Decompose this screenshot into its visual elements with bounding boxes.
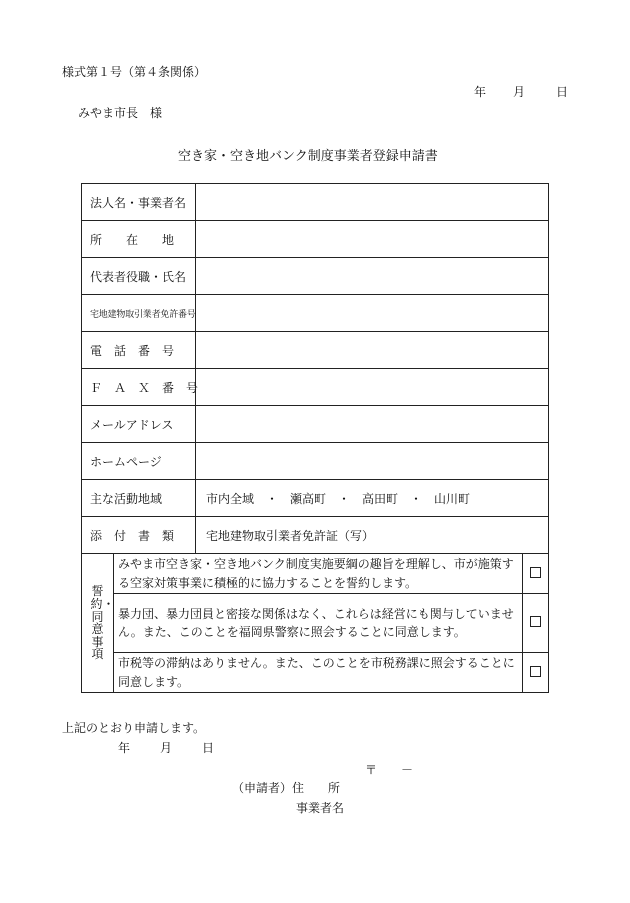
oath-row bbox=[82, 594, 549, 653]
oath-item-text: 市税等の滞納はありません。また、このことを市税務課に照会することに同意します。 bbox=[114, 653, 523, 693]
field-value[interactable] bbox=[196, 258, 549, 295]
oath-checkbox-cell bbox=[523, 653, 549, 693]
field-row bbox=[82, 517, 549, 554]
oath-item-text: 暴力団、暴力団員と密接な関係はなく、これらは経営にも関与していません。また、このことを福岡県警察に照会することに同意します。 bbox=[114, 594, 523, 653]
field-label: 主な活動地域 bbox=[82, 480, 196, 517]
date-year-label: 年 bbox=[474, 85, 487, 99]
activity-area-options[interactable]: 市内全域 ・ 瀬高町 ・ 高田町 ・ 山川町 bbox=[196, 480, 549, 517]
date-month-label: 月 bbox=[513, 85, 526, 99]
field-value[interactable] bbox=[196, 184, 549, 221]
field-label: ホームページ bbox=[82, 443, 196, 480]
attached-documents-value: 宅地建物取引業者免許証（写） bbox=[196, 517, 549, 554]
applicant-address-label: （申請者）住 所 bbox=[232, 781, 341, 795]
oath-checkbox-cell bbox=[523, 554, 549, 594]
oath-row bbox=[82, 653, 549, 693]
field-value[interactable] bbox=[196, 295, 549, 332]
field-row bbox=[82, 221, 549, 258]
field-value[interactable] bbox=[196, 443, 549, 480]
oath-checkbox-1[interactable] bbox=[530, 567, 541, 578]
date-year-label: 年 bbox=[118, 741, 131, 755]
field-label: 宅地建物取引業者免許番号 bbox=[82, 295, 196, 332]
field-row bbox=[82, 406, 549, 443]
field-value[interactable] bbox=[196, 406, 549, 443]
form-number: 様式第１号（第４条関係） bbox=[62, 65, 207, 79]
application-statement: 上記のとおり申請します。 bbox=[62, 721, 206, 735]
oath-checkbox-3[interactable] bbox=[530, 666, 541, 677]
oath-heading: 誓約・同意事項 bbox=[82, 554, 114, 693]
field-label: 法人名・事業者名 bbox=[82, 184, 196, 221]
field-label: 添 付 書 類 bbox=[82, 517, 196, 554]
oath-item-text: みやま市空き家・空き地バンク制度実施要綱の趣旨を理解し、市が施策する空家対策事業に積極的に協力することを誓約します。 bbox=[114, 554, 523, 594]
field-row bbox=[82, 480, 549, 517]
field-label: 所 在 地 bbox=[82, 221, 196, 258]
field-row bbox=[82, 184, 549, 221]
field-value[interactable] bbox=[196, 221, 549, 258]
oath-checkbox-2[interactable] bbox=[530, 616, 541, 627]
field-row bbox=[82, 295, 549, 332]
field-label: 電 話 番 号 bbox=[82, 332, 196, 369]
postal-code-label: 〒 － bbox=[365, 763, 414, 777]
date-day-label: 日 bbox=[556, 85, 569, 99]
field-value[interactable] bbox=[196, 369, 549, 406]
date-month-label: 月 bbox=[160, 741, 173, 755]
addressee: みやま市長 様 bbox=[78, 106, 163, 120]
oath-row bbox=[82, 554, 549, 594]
date-day-label: 日 bbox=[202, 741, 215, 755]
field-row bbox=[82, 369, 549, 406]
field-row bbox=[82, 332, 549, 369]
field-row bbox=[82, 443, 549, 480]
business-name-label: 事業者名 bbox=[296, 801, 345, 815]
field-row bbox=[82, 258, 549, 295]
document-title: 空き家・空き地バンク制度事業者登録申請書 bbox=[178, 149, 438, 164]
field-label: Ｆ Ａ Ｘ 番 号 bbox=[82, 369, 196, 406]
field-label: 代表者役職・氏名 bbox=[82, 258, 196, 295]
field-label: メールアドレス bbox=[82, 406, 196, 443]
application-form-table bbox=[81, 183, 549, 693]
field-value[interactable] bbox=[196, 332, 549, 369]
oath-checkbox-cell bbox=[523, 594, 549, 653]
